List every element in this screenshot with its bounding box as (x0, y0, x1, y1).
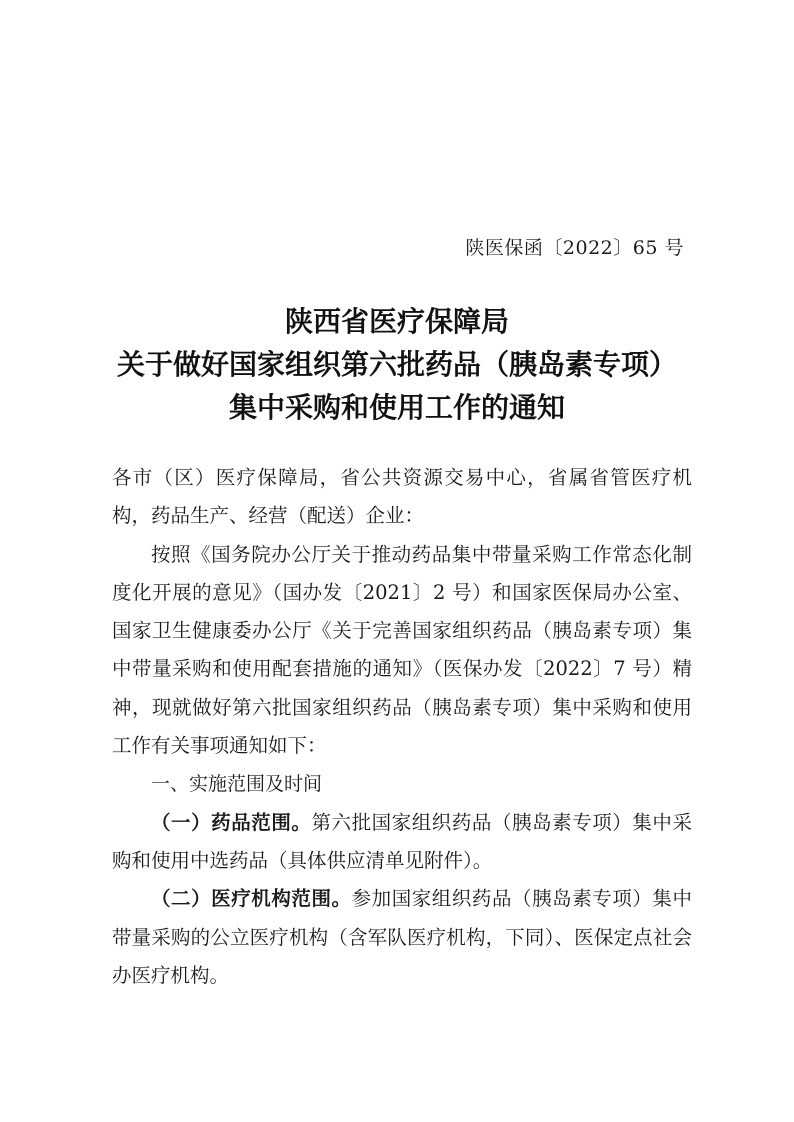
intro-paragraph: 按照《国务院办公厅关于推动药品集中带量采购工作常态化制度化开展的意见》（国办发〔2021〕2 号）和国家医保局办公室、国家卫生健康委办公厅《关于完善国家组织药品（胰岛素专项）集中带量采购和使用配套措施的通知》（医保办发〔2022〕7 号）精神，现就做好第六批国家组织药品（胰岛素专项）集中采购和使用工作有关事项通知如下： (112, 542, 692, 758)
title-line-1: 陕西省医疗保障局 (284, 305, 509, 338)
document-body (112, 459, 692, 995)
item-1-lead: （一）药品范围。 (151, 810, 312, 834)
item-2-text: 参加国家组织药品（胰岛素专项）集中带量采购的公立医疗机构（含军队医疗机构，下同）、医保定点社会办医疗机构。 (112, 887, 692, 987)
section-heading-1: 一、实施范围及时间 (151, 773, 323, 796)
salutation: 各市（区）医疗保障局，省公共资源交易中心，省属省管医疗机构，药品生产、经营（配送）企业： (112, 466, 692, 528)
title-line-3: 集中采购和使用工作的通知 (228, 391, 565, 424)
item-1-text: 第六批国家组织药品（胰岛素专项）集中采购和使用中选药品（具体供应清单见附件）。 (112, 810, 692, 872)
document-number: 陕医保函〔2022〕65 号 (465, 237, 684, 259)
item-2-paragraph (112, 880, 692, 995)
title-line-2: 关于做好国家组织第六批药品（胰岛素专项） (116, 348, 677, 381)
document-title (0, 300, 794, 429)
item-2-lead: （二）医疗机构范围。 (151, 887, 352, 911)
item-1-paragraph (112, 804, 692, 881)
